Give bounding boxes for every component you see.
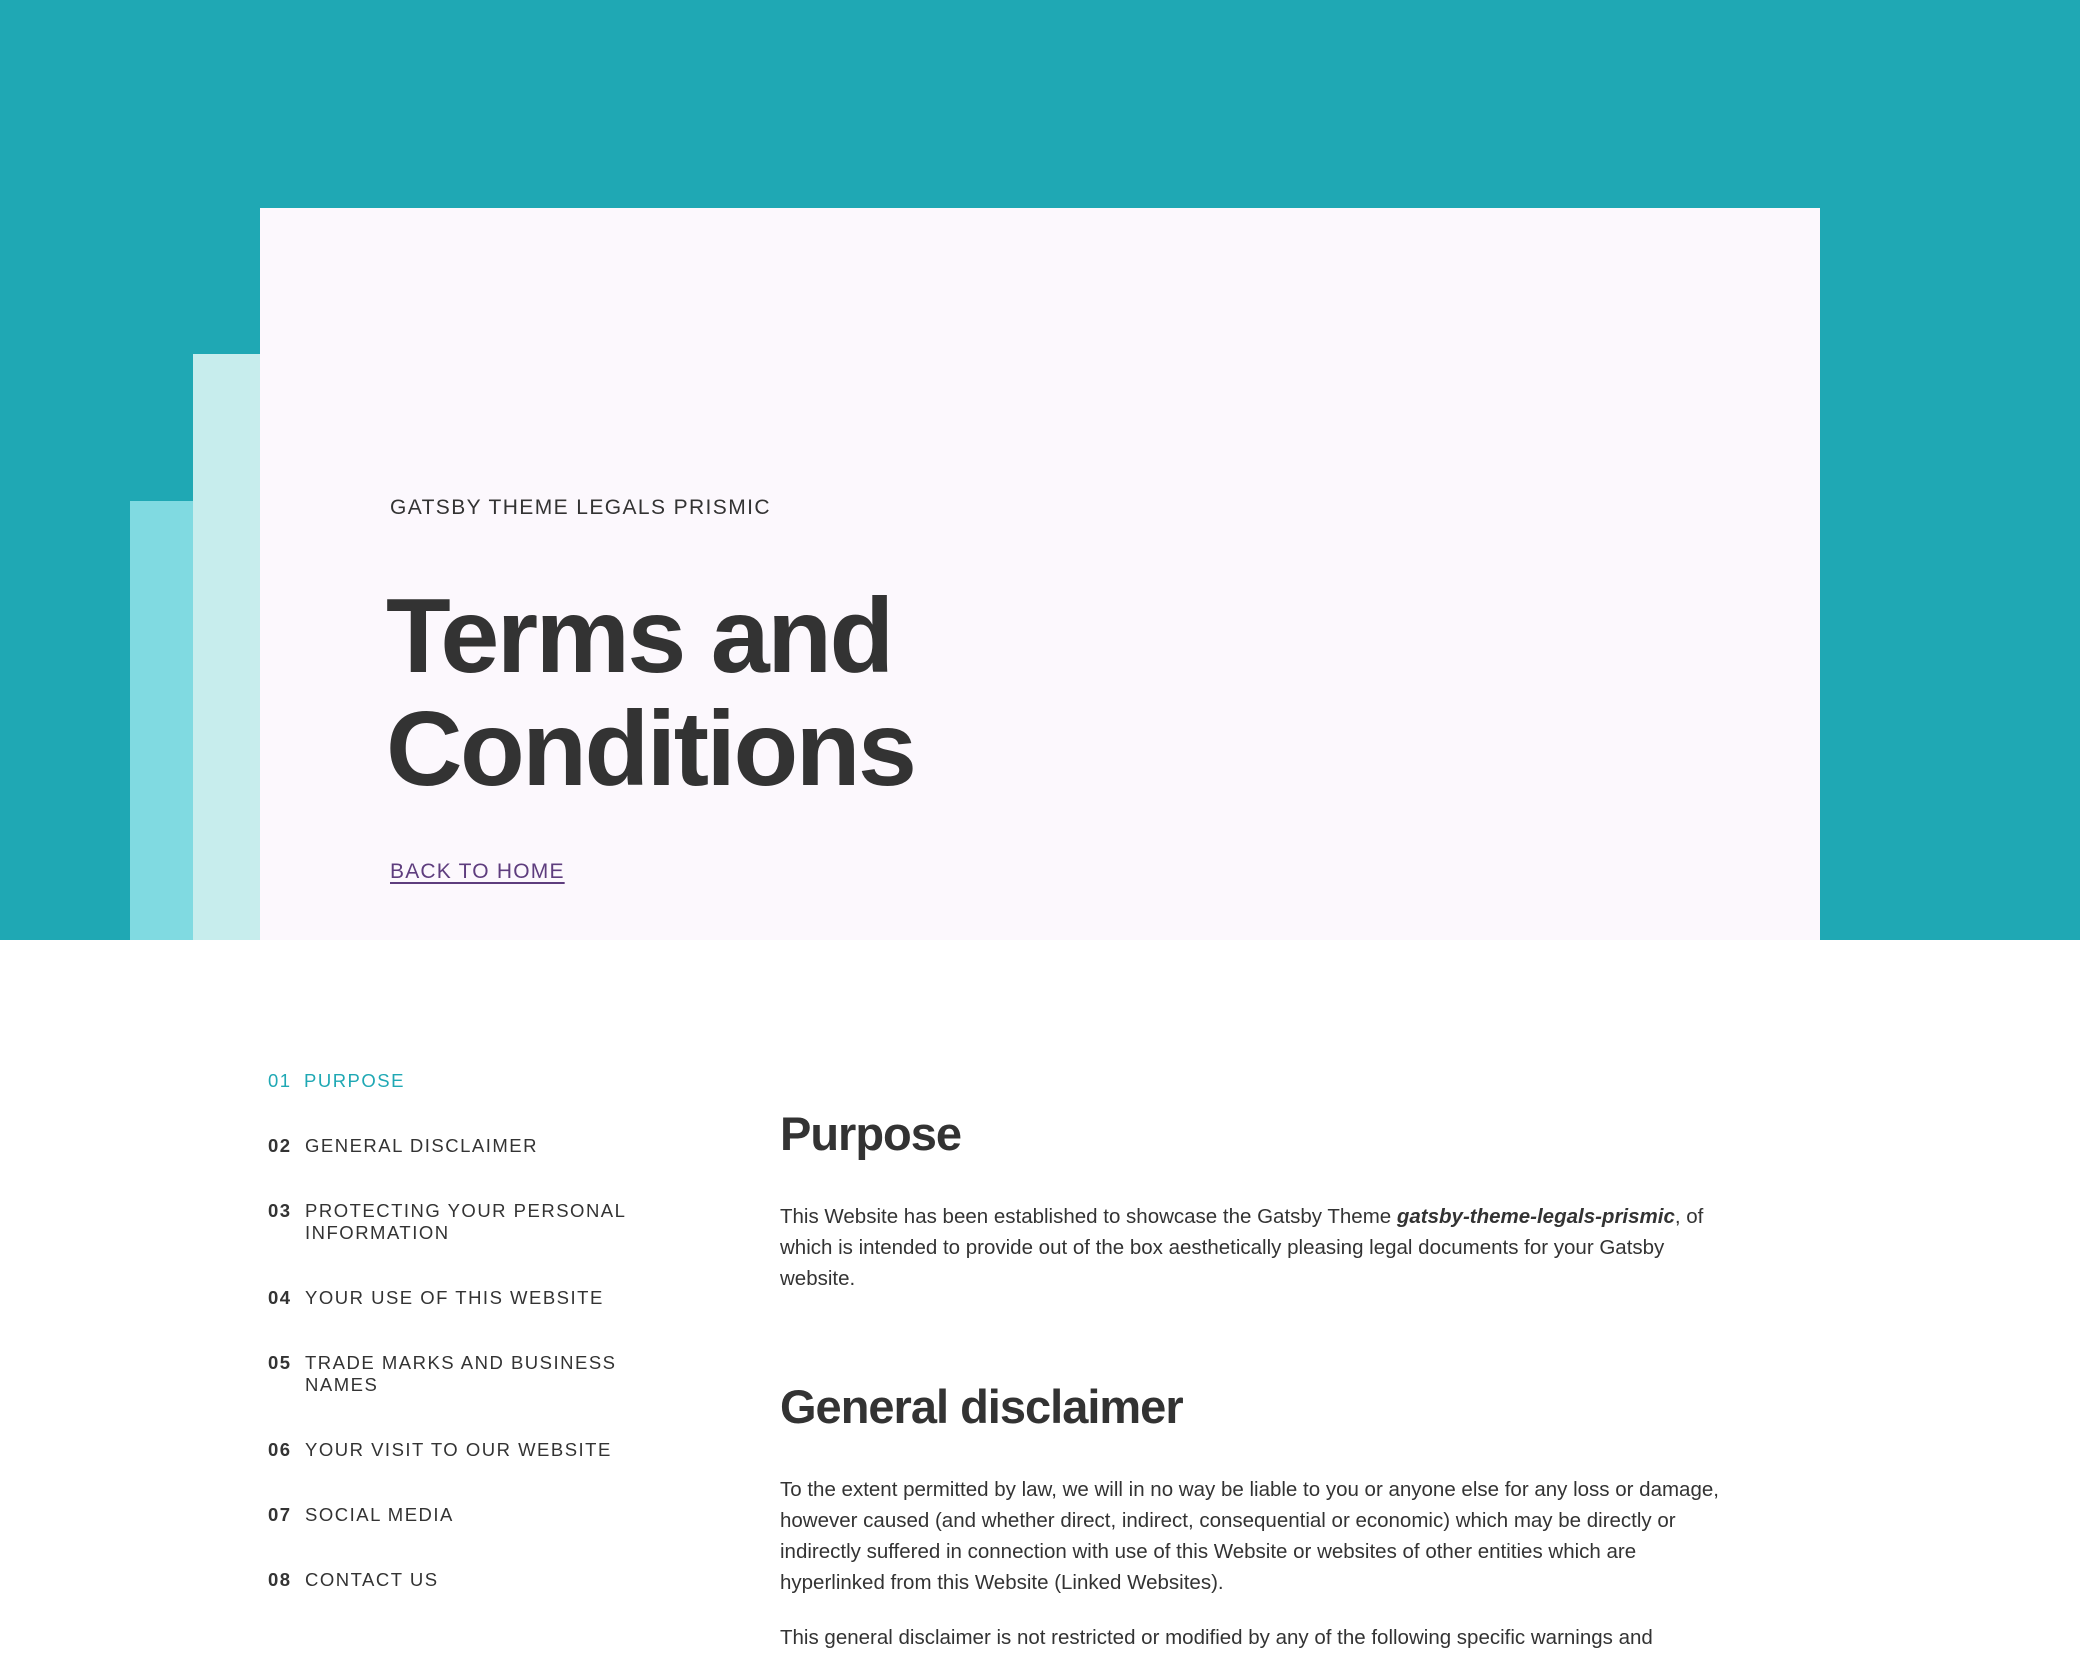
toc-number: 06 (268, 1439, 292, 1460)
section-purpose (780, 1105, 1740, 1294)
toc-label: PROTECTING YOUR PERSONAL INFORMATION (305, 1200, 626, 1243)
site-name: GATSBY THEME LEGALS PRISMIC (390, 496, 771, 519)
page-title (386, 577, 915, 808)
toc-item-contact-us[interactable] (268, 1569, 648, 1591)
paragraph-text: This Website has been established to showcase the Gatsby Theme (780, 1205, 1397, 1228)
toc-label: GENERAL DISCLAIMER (305, 1135, 538, 1156)
back-to-home-link[interactable]: BACK TO HOME (390, 860, 565, 883)
section-general-disclaimer (780, 1378, 1740, 1653)
toc-label: PURPOSE (304, 1070, 405, 1091)
decorative-bar (193, 354, 261, 940)
paragraph: This general disclaimer is not restricted or modified by any of the following specific warnings and (780, 1626, 1653, 1649)
toc-number: 01 (268, 1070, 292, 1091)
main-content (780, 1105, 1740, 1677)
paragraph: To the extent permitted by law, we will in no way be liable to you or anyone else for any loss or damage, however caused (and whether direct, indirect, consequential or economic) which may be directly or indirectly suffered in connection with use of this Website or websites of other entities which are hyperlinked from this Website (Linked Websites). (780, 1478, 1719, 1594)
decorative-bar (130, 501, 196, 940)
table-of-contents (268, 1070, 648, 1634)
toc-item-protecting-personal-information[interactable] (268, 1200, 648, 1244)
paragraph-text: , of which is intended to provide out of the box aesthetically pleasing legal documents for your Gatsby website. (780, 1205, 1704, 1290)
toc-number: 05 (268, 1352, 292, 1373)
toc-item-trade-marks[interactable] (268, 1352, 648, 1396)
toc-label: TRADE MARKS AND BUSINESS NAMES (305, 1352, 617, 1395)
page-title-line: Conditions (386, 690, 915, 808)
toc-label: YOUR VISIT TO OUR WEBSITE (305, 1439, 612, 1460)
toc-label: SOCIAL MEDIA (305, 1504, 454, 1525)
toc-label: CONTACT US (305, 1569, 439, 1590)
toc-item-your-visit[interactable] (268, 1439, 648, 1461)
toc-number: 04 (268, 1287, 292, 1308)
toc-item-purpose[interactable] (268, 1070, 648, 1092)
page-title-line: Terms and (386, 577, 892, 695)
toc-item-general-disclaimer[interactable] (268, 1135, 648, 1157)
paragraph (780, 1201, 1740, 1294)
toc-label: YOUR USE OF THIS WEBSITE (305, 1287, 604, 1308)
toc-number: 02 (268, 1135, 292, 1156)
toc-number: 03 (268, 1200, 292, 1221)
toc-number: 08 (268, 1569, 292, 1590)
toc-item-social-media[interactable] (268, 1504, 648, 1526)
hero-card (260, 208, 1820, 940)
theme-name: gatsby-theme-legals-prismic (1396, 1205, 1675, 1228)
section-heading: General disclaimer (780, 1380, 1183, 1433)
toc-number: 07 (268, 1504, 292, 1525)
toc-item-your-use-of-website[interactable] (268, 1287, 648, 1309)
section-heading: Purpose (780, 1107, 962, 1160)
